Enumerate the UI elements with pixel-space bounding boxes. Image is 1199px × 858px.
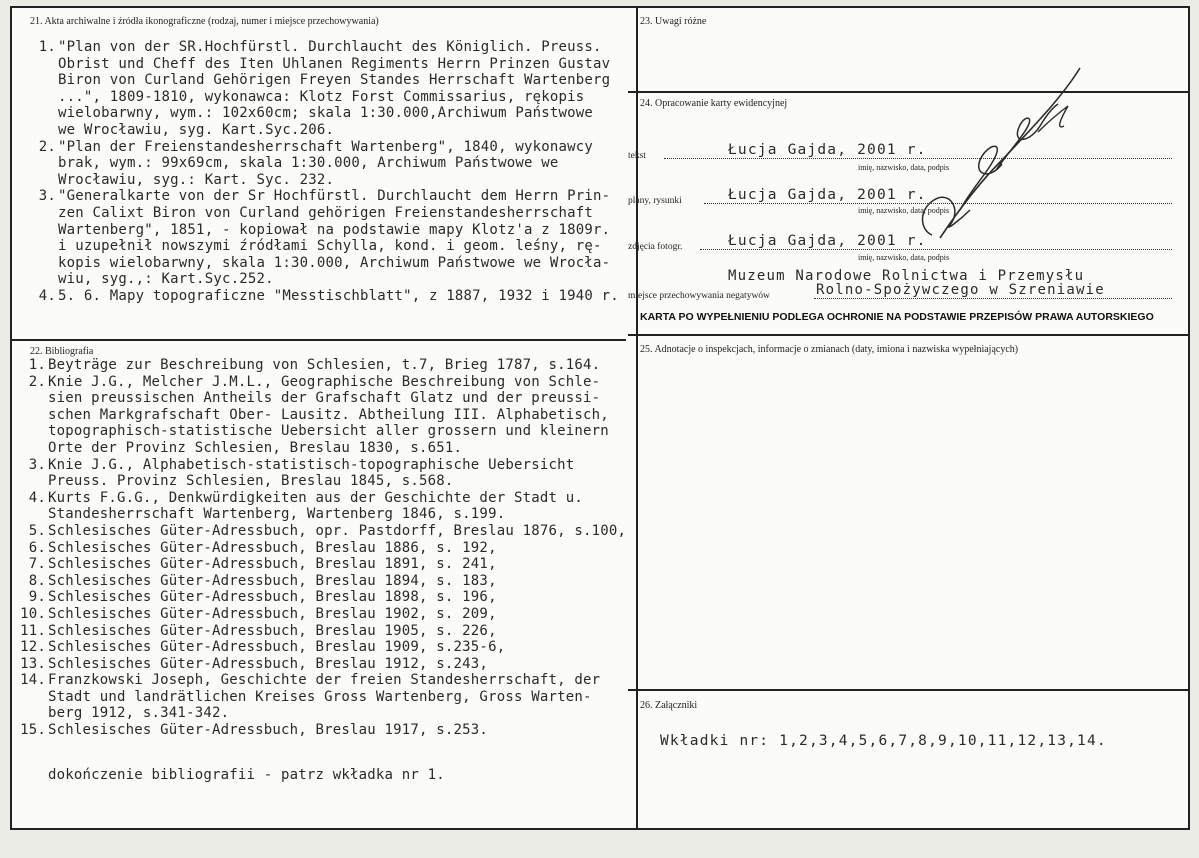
- divider-25-26: [628, 689, 1188, 691]
- section-24-header: 24. Opracowanie karty ewidencyjnej: [640, 98, 788, 109]
- row-label: tekst: [628, 151, 646, 161]
- row-plans-author: [628, 187, 1176, 206]
- item-number: 5.: [28, 522, 46, 539]
- item-text: 5. 6. Mapy topograficzne "Messtischblatt", z 1887, 1932 i 1940 r.: [58, 287, 619, 304]
- item-text: Schlesisches Güter-Adressbuch, Breslau 1912, s.243,: [48, 655, 489, 672]
- attachments-list: Wkładki nr: 1,2,3,4,5,6,7,8,9,10,11,12,13,14.: [660, 733, 1107, 749]
- list-item: [28, 288, 628, 305]
- list-item: [18, 672, 628, 722]
- list-item: [28, 188, 628, 288]
- item-number: 12.: [20, 639, 46, 656]
- list-item: [18, 589, 628, 606]
- list-item: [18, 490, 628, 523]
- row-label: plany, rysunki: [628, 196, 682, 206]
- item-text: Schlesisches Güter-Adressbuch, opr. Pastdorff, Breslau 1876, s.100,: [48, 522, 627, 539]
- item-text: Kurts F.G.G., Denkwürdigkeiten aus der Geschichte der Stadt u. Standesherrschaft Wartenberg, Wartenberg 1846, s.199.: [48, 489, 583, 523]
- divider-23-24: [628, 91, 1188, 93]
- section-23-header: 23. Uwagi różne: [640, 16, 707, 27]
- item-text: "Plan der Freienstandesherrschaft Wartenberg", 1840, wykonawcy brak, wym.: 99x69cm, skala 1:30.000, Archiwum Państwowe we Wrocławiu, syg.: Kart. Syc. 232.: [58, 138, 593, 188]
- item-number: 1.: [28, 357, 46, 373]
- list-item: [28, 139, 628, 189]
- item-text: Schlesisches Güter-Adressbuch, Breslau 1898, s. 196,: [48, 589, 497, 606]
- list-item: [18, 523, 628, 540]
- list-item: [18, 639, 628, 656]
- item-number: 2.: [38, 138, 56, 155]
- item-text: Schlesisches Güter-Adressbuch, Breslau 1905, s. 226,: [48, 622, 497, 639]
- list-item: [18, 556, 628, 573]
- item-number: 15.: [20, 722, 46, 739]
- bibliography-footer: dokończenie bibliografii - patrz wkładka nr 1.: [48, 767, 445, 783]
- list-item: [18, 722, 628, 739]
- item-text: "Generalkarte von der Sr Hochfürstl. Durchlaucht dem Herrn Prin- zen Calixt Biron von Curland gehörigen Freienstandesherrschaft Wartenberg", 1851, - kopiował na podstawie mapy Klotz'a z 1809r. i uzupełnił nowszymi źródłami Schylla, kond. i geom. leśny, rę- kopis wielobarwny, skala 1:30.000, Archiwum Państwowe we Wrocła- wiu, syg.,: Kart.Syc.252.: [58, 188, 611, 288]
- list-item: [18, 374, 628, 457]
- item-number: 4.: [28, 489, 46, 506]
- list-item: [18, 540, 628, 557]
- item-number: 11.: [20, 622, 46, 639]
- item-text: Schlesisches Güter-Adressbuch, Breslau 1917, s.253.: [48, 722, 489, 739]
- section-26-header: 26. Załączniki: [640, 700, 698, 711]
- item-number: 3.: [38, 188, 56, 205]
- item-text: Knie J.G., Melcher J.M.L., Geographische Beschreibung von Schle- sien preussischen Antheils der Grafschaft Glatz und der preussi- schen Markgrafschaft Ober- Lausitz. Abtheilung III. Alphabetisch, topographisch-statistische Uebersicht aller grossern und kleinern Orte der Provinz Schlesien, Breslau 1830, s.651.: [48, 373, 609, 456]
- item-number: 1.: [38, 39, 56, 55]
- item-text: Franzkowski Joseph, Geschichte der freien Standesherrschaft, der Stadt und landrätlichen Kreises Gross Wartenberg, Gross Warten- berg 1912, s.341-342.: [48, 672, 601, 722]
- item-number: 2.: [28, 373, 46, 390]
- negatives-location-line2: Rolno-Spożywczego w Szreniawie: [816, 282, 1105, 298]
- section-21-header: 21. Akta archiwalne i źródła ikonograficzne (rodzaj, numer i miejsce przechowywania): [30, 16, 379, 27]
- row-value: Łucja Gajda, 2001 r.: [728, 187, 927, 203]
- item-text: Knie J.G., Alphabetisch-statistisch-topographische Uebersicht Preuss. Provinz Schlesien, Breslau 1845, s.568.: [48, 456, 575, 490]
- column-divider: [636, 8, 638, 828]
- item-number: 13.: [20, 655, 46, 672]
- row-caption: imię, nazwisko, data, podpis: [858, 163, 950, 172]
- section-25-header: 25. Adnotacje o inspekcjach, informacje o zmianach (daty, imiona i nazwiska wypełniających): [640, 344, 1019, 355]
- row-value: Łucja Gajda, 2001 r.: [728, 233, 927, 249]
- list-item: [18, 357, 628, 374]
- list-item: [18, 606, 628, 623]
- list-item: [18, 573, 628, 590]
- row-photos-author: [628, 233, 1176, 252]
- row-value: Łucja Gajda, 2001 r.: [728, 142, 927, 158]
- list-item: [18, 623, 628, 640]
- list-item: [28, 39, 628, 139]
- item-number: 7.: [28, 556, 46, 573]
- row-text-author: [628, 142, 1176, 161]
- dotted-line: [814, 298, 1172, 299]
- item-number: 4.: [38, 287, 56, 304]
- row-label: miejsce przechowywania negatywów: [628, 291, 770, 301]
- row-negatives: [628, 282, 1176, 301]
- bibliography-list: [18, 357, 628, 739]
- copyright-notice: KARTA PO WYPEŁNIENIU PODLEGA OCHRONIE NA PODSTAWIE PRZEPISÓW PRAWA AUTORSKIEGO: [640, 311, 1154, 323]
- handwritten-signature: [910, 60, 1090, 260]
- item-text: "Plan von der SR.Hochfürstl. Durchlaucht des Königlich. Preuss. Obrist und Cheff des Iten Uhlanen Regiments Herrn Prinzen Gustav Biron von Curland Gehörigen Freyen Standes Herrschaft Wartenberg ...", 1809-1810, wykonawca: Klotz Forst Commissarius, rękopis wielobarwny, wym.: 102x60cm; skala 1:30.000,Archiwum Państwowe we Wrocławiu, syg. Kart.Syc.206.: [58, 39, 611, 138]
- item-text: Schlesisches Güter-Adressbuch, Breslau 1902, s. 209,: [48, 605, 497, 622]
- item-text: Schlesisches Güter-Adressbuch, Breslau 1909, s.235-6,: [48, 639, 506, 656]
- archival-sources-list: [28, 39, 628, 305]
- divider-24-25: [628, 334, 1188, 336]
- row-caption: imię, nazwisko, data, podpis: [858, 253, 950, 262]
- list-item: [18, 457, 628, 490]
- item-number: 3.: [28, 456, 46, 473]
- row-caption: imię, nazwisko, data, podpis: [858, 206, 950, 215]
- negatives-location-line1: Muzeum Narodowe Rolnictwa i Przemysłu: [728, 268, 1085, 284]
- item-number: 8.: [28, 572, 46, 589]
- item-number: 10.: [20, 605, 46, 622]
- item-text: Schlesisches Güter-Adressbuch, Breslau 1886, s. 192,: [48, 539, 497, 556]
- divider-21-22: [12, 339, 626, 341]
- item-text: Schlesisches Güter-Adressbuch, Breslau 1891, s. 241,: [48, 556, 497, 573]
- section-22-header: 22. Bibliografia: [30, 346, 94, 357]
- row-label: zdjęcia fotogr.: [628, 242, 683, 252]
- item-text: Beyträge zur Beschreibung von Schlesien, t.7, Brieg 1787, s.164.: [48, 357, 601, 373]
- item-number: 6.: [28, 539, 46, 556]
- item-number: 14.: [20, 672, 46, 689]
- item-number: 9.: [28, 589, 46, 606]
- item-text: Schlesisches Güter-Adressbuch, Breslau 1894, s. 183,: [48, 572, 497, 589]
- list-item: [18, 656, 628, 673]
